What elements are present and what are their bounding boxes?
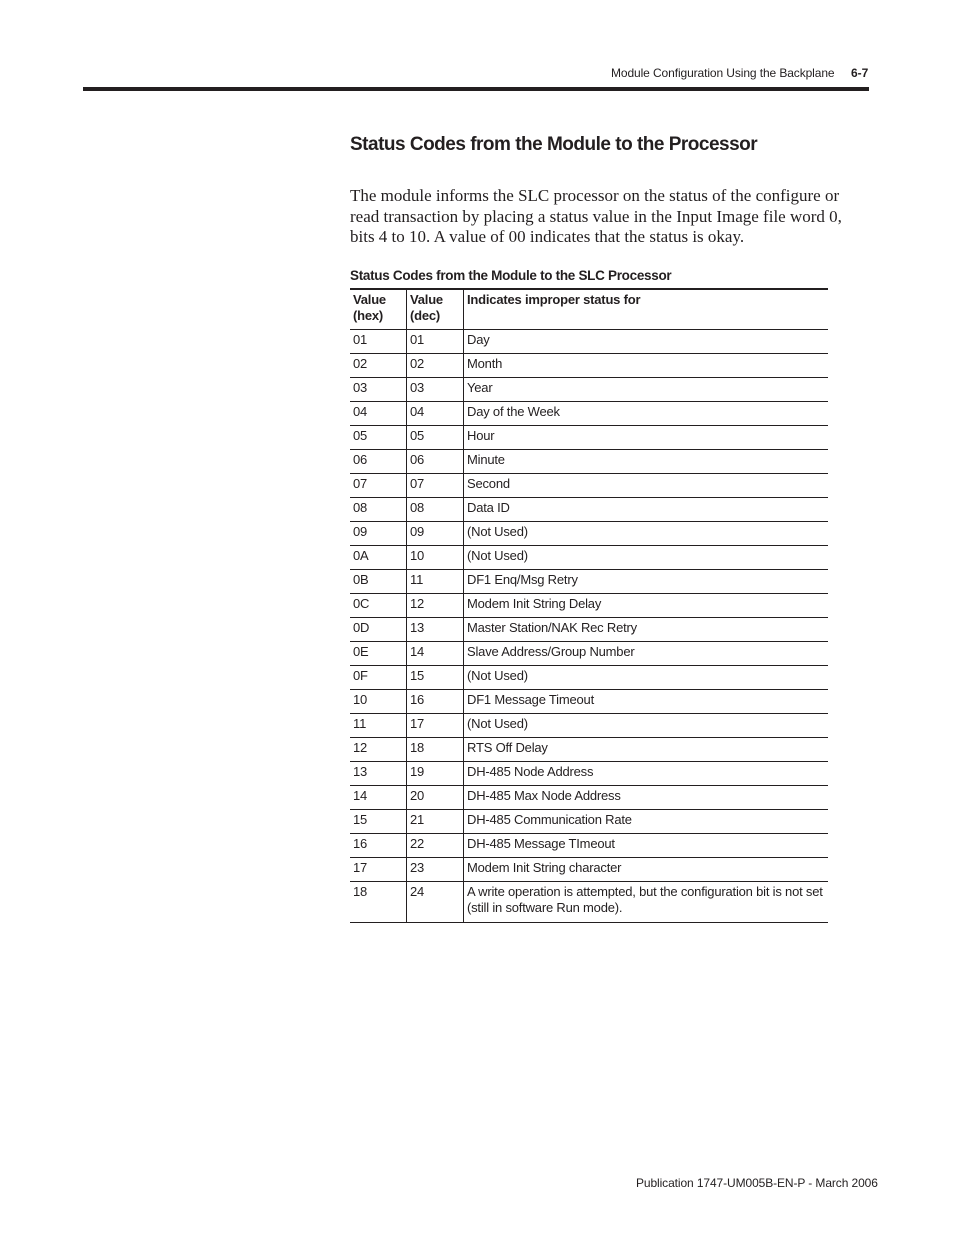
cell-value-hex: 0F [350,666,407,690]
table-row [350,834,828,858]
cell-value-hex: 06 [350,450,407,474]
cell-value-dec: 16 [407,690,464,714]
cell-description: Second [464,474,829,498]
cell-description: Hour [464,426,829,450]
table-row [350,570,828,594]
table-row [350,666,828,690]
cell-value-hex: 05 [350,426,407,450]
table-row [350,354,828,378]
cell-description: DH-485 Node Address [464,762,829,786]
cell-value-hex: 02 [350,354,407,378]
table-row [350,810,828,834]
table-caption: Status Codes from the Module to the SLC Processor [350,268,672,283]
running-header: Module Configuration Using the Backplane [611,66,835,80]
cell-value-hex: 0E [350,642,407,666]
status-codes-table [350,288,828,923]
column-header-hex: Value (hex) [350,289,407,330]
table-row [350,426,828,450]
cell-value-dec: 13 [407,618,464,642]
cell-value-hex: 12 [350,738,407,762]
cell-value-hex: 11 [350,714,407,738]
cell-value-dec: 02 [407,354,464,378]
cell-description: DF1 Message Timeout [464,690,829,714]
cell-description: RTS Off Delay [464,738,829,762]
cell-value-dec: 14 [407,642,464,666]
table-row [350,762,828,786]
cell-value-hex: 04 [350,402,407,426]
header-rule [83,87,869,91]
cell-value-dec: 03 [407,378,464,402]
cell-value-hex: 0B [350,570,407,594]
table-row [350,690,828,714]
cell-description: Data ID [464,498,829,522]
cell-value-hex: 15 [350,810,407,834]
cell-value-dec: 04 [407,402,464,426]
cell-value-dec: 07 [407,474,464,498]
cell-value-dec: 23 [407,858,464,882]
cell-value-dec: 08 [407,498,464,522]
table-header-row [350,289,828,330]
cell-value-hex: 09 [350,522,407,546]
cell-value-hex: 0D [350,618,407,642]
table-row [350,450,828,474]
table-row [350,402,828,426]
cell-value-dec: 17 [407,714,464,738]
cell-value-dec: 01 [407,330,464,354]
cell-value-dec: 10 [407,546,464,570]
cell-description: A write operation is attempted, but the configuration bit is not set (still in software Run mode). [464,882,829,923]
cell-value-dec: 05 [407,426,464,450]
cell-value-hex: 01 [350,330,407,354]
table-row [350,546,828,570]
cell-description: DF1 Enq/Msg Retry [464,570,829,594]
table-row [350,858,828,882]
table-row [350,330,828,354]
cell-description: Minute [464,450,829,474]
cell-value-dec: 12 [407,594,464,618]
cell-value-hex: 13 [350,762,407,786]
cell-value-hex: 0C [350,594,407,618]
cell-value-dec: 18 [407,738,464,762]
cell-value-hex: 16 [350,834,407,858]
cell-value-hex: 0A [350,546,407,570]
publication-footer: Publication 1747-UM005B-EN-P - March 2006 [636,1176,878,1190]
table-row [350,498,828,522]
cell-value-dec: 15 [407,666,464,690]
cell-description: Month [464,354,829,378]
table-row [350,594,828,618]
cell-description: (Not Used) [464,546,829,570]
table-row [350,642,828,666]
cell-description: Day of the Week [464,402,829,426]
section-title: Status Codes from the Module to the Processor [350,134,758,155]
cell-description: DH-485 Message TImeout [464,834,829,858]
cell-value-dec: 09 [407,522,464,546]
table-row [350,378,828,402]
table-row [350,522,828,546]
cell-value-hex: 08 [350,498,407,522]
table-row [350,882,828,923]
table-row [350,618,828,642]
cell-value-dec: 06 [407,450,464,474]
table-row [350,714,828,738]
cell-value-dec: 22 [407,834,464,858]
cell-value-dec: 24 [407,882,464,923]
table-row [350,738,828,762]
cell-value-hex: 07 [350,474,407,498]
cell-value-hex: 17 [350,858,407,882]
cell-value-hex: 14 [350,786,407,810]
cell-description: Year [464,378,829,402]
cell-value-hex: 10 [350,690,407,714]
cell-description: Slave Address/Group Number [464,642,829,666]
table-row [350,474,828,498]
cell-description: Day [464,330,829,354]
cell-value-dec: 11 [407,570,464,594]
cell-value-dec: 21 [407,810,464,834]
cell-description: Modem Init String Delay [464,594,829,618]
cell-description: DH-485 Communication Rate [464,810,829,834]
table-row [350,786,828,810]
cell-description: DH-485 Max Node Address [464,786,829,810]
column-header-dec: Value (dec) [407,289,464,330]
cell-value-hex: 18 [350,882,407,923]
column-header-status: Indicates improper status for [464,289,829,330]
cell-description: Modem Init String character [464,858,829,882]
cell-description: (Not Used) [464,714,829,738]
cell-description: (Not Used) [464,666,829,690]
page-number: 6-7 [851,66,869,80]
cell-description: (Not Used) [464,522,829,546]
table-body [350,330,828,923]
cell-value-hex: 03 [350,378,407,402]
cell-value-dec: 20 [407,786,464,810]
cell-description: Master Station/NAK Rec Retry [464,618,829,642]
cell-value-dec: 19 [407,762,464,786]
body-paragraph: The module informs the SLC processor on the status of the configure or read transaction by placing a status value in the Input Image file word 0, bits 4 to 10. A value of 00 indicates that the status is okay. [350,186,842,246]
